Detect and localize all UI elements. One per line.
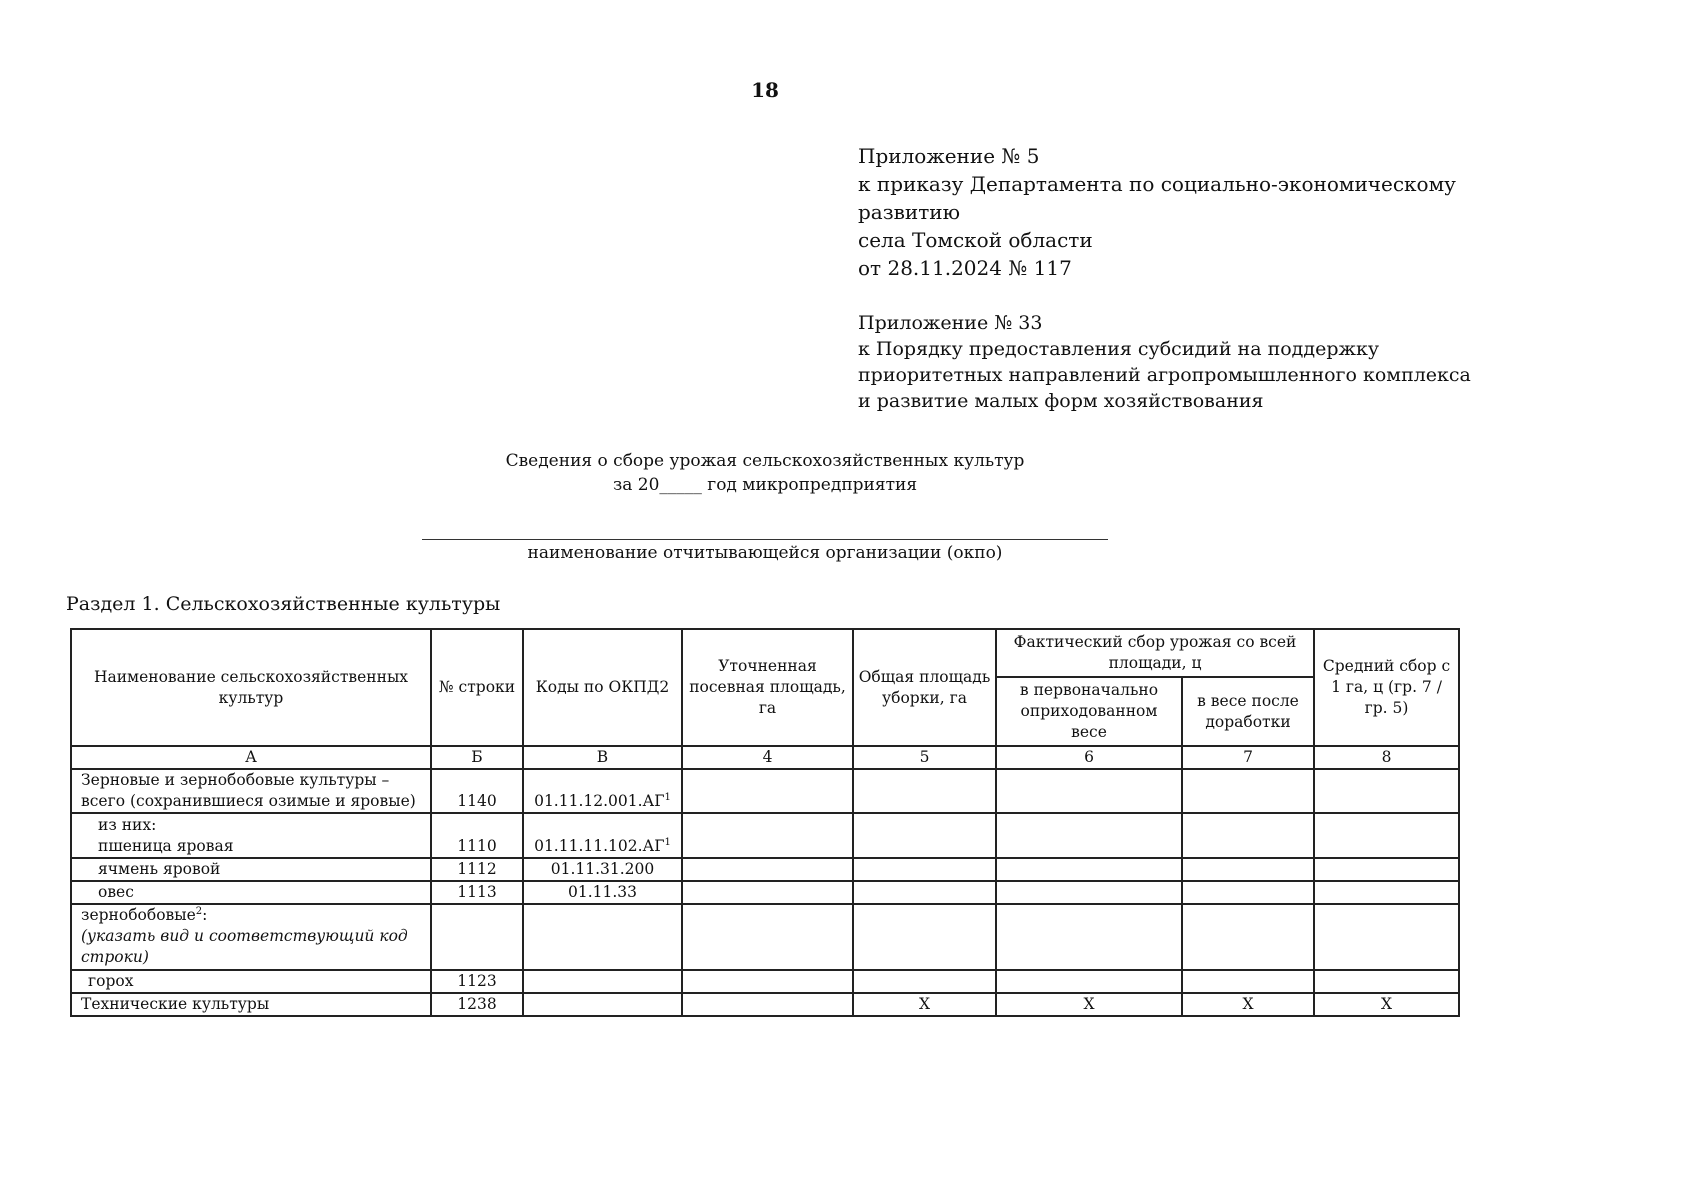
sown-area-cell[interactable] <box>682 993 853 1016</box>
okpd2-code-cell: 01.11.33 <box>523 881 682 904</box>
initial-weight-cell[interactable] <box>996 904 1182 970</box>
average-yield-cell[interactable] <box>1314 881 1459 904</box>
harvest-area-cell[interactable] <box>853 813 996 858</box>
header-crop-name: Наименование сельскохозяйственных культур <box>71 629 431 746</box>
sown-area-cell[interactable] <box>682 904 853 970</box>
table-row <box>71 993 1459 1016</box>
sown-area-cell[interactable] <box>682 769 853 813</box>
harvest-table <box>70 628 1460 1017</box>
appendix-line: села Томской области <box>858 228 1093 252</box>
average-yield-cell[interactable] <box>1314 813 1459 858</box>
harvest-area-cell[interactable] <box>853 769 996 813</box>
average-yield-cell: X <box>1314 993 1459 1016</box>
row-number-cell: 1113 <box>431 881 523 904</box>
table-row <box>71 813 1459 858</box>
sown-area-cell[interactable] <box>682 881 853 904</box>
harvest-area-cell[interactable] <box>853 904 996 970</box>
average-yield-cell[interactable] <box>1314 858 1459 881</box>
after-processing-cell[interactable] <box>1182 970 1314 993</box>
after-processing-cell[interactable] <box>1182 813 1314 858</box>
row-number-cell <box>431 904 523 970</box>
average-yield-cell[interactable] <box>1314 970 1459 993</box>
appendix-line: приоритетных направлений агропромышленного комплекса <box>858 364 1471 386</box>
table-row <box>71 904 1459 970</box>
after-processing-cell: X <box>1182 993 1314 1016</box>
okpd2-code-cell <box>523 769 682 813</box>
okpd2-code-cell <box>523 813 682 858</box>
average-yield-cell[interactable] <box>1314 769 1459 813</box>
column-label: В <box>523 746 682 769</box>
title-line-2: за 20_____ год микропредприятия <box>612 475 918 495</box>
table-row <box>71 769 1459 813</box>
page-number: 18 <box>751 78 779 102</box>
appendix-line: к приказу Департамента по социально-экономическому <box>858 172 1456 196</box>
row-number-cell: 1112 <box>431 858 523 881</box>
appendix-line: и развитие малых форм хозяйствования <box>858 390 1264 412</box>
harvest-area-cell[interactable] <box>853 970 996 993</box>
after-processing-cell[interactable] <box>1182 858 1314 881</box>
header-sown-area: Уточненная посевная площадь, га <box>682 629 853 746</box>
row-number-cell: 1140 <box>431 769 523 813</box>
org-name-caption: наименование отчитывающейся организации (окпо) <box>527 543 1003 563</box>
table-row <box>71 970 1459 993</box>
crop-name: зернобобовые <box>81 906 196 924</box>
row-number-cell: 1110 <box>431 813 523 858</box>
appendix-5-header <box>858 142 1456 282</box>
appendix-line: Приложение № 5 <box>858 144 1040 168</box>
row-number-cell: 1238 <box>431 993 523 1016</box>
okpd2-code: 01.11.12.001.АГ <box>534 792 665 810</box>
appendix-33-header <box>858 310 1471 414</box>
column-label: 6 <box>996 746 1182 769</box>
header-okpd2-codes: Коды по ОКПД2 <box>523 629 682 746</box>
after-processing-cell[interactable] <box>1182 881 1314 904</box>
appendix-line: к Порядку предоставления субсидий на поддержку <box>858 338 1380 360</box>
okpd2-code-cell <box>523 970 682 993</box>
okpd2-code: 01.11.11.102.АГ <box>534 837 665 855</box>
initial-weight-cell[interactable] <box>996 970 1182 993</box>
footnote-mark: 1 <box>664 836 671 848</box>
crop-name-line: пшеница яровая <box>98 837 234 855</box>
header-initial-weight: в первоначально оприходованном весе <box>996 677 1182 746</box>
org-name-underline <box>422 539 1108 540</box>
initial-weight-cell[interactable] <box>996 858 1182 881</box>
column-label: 8 <box>1314 746 1459 769</box>
section-title: Раздел 1. Сельскохозяйственные культуры <box>66 593 501 615</box>
column-label: 7 <box>1182 746 1314 769</box>
okpd2-code-cell: 01.11.31.200 <box>523 858 682 881</box>
after-processing-cell[interactable] <box>1182 769 1314 813</box>
table-row <box>71 881 1459 904</box>
appendix-line: Приложение № 33 <box>858 312 1043 334</box>
footnote-mark: 2 <box>195 905 203 917</box>
footnote-mark: 1 <box>664 791 671 803</box>
crop-name-cell <box>71 769 431 813</box>
document-title <box>0 449 1530 497</box>
header-after-processing: в весе после доработки <box>1182 677 1314 746</box>
crop-name-cell: Технические культуры <box>71 993 431 1016</box>
crop-name-cell <box>71 813 431 858</box>
harvest-area-cell[interactable] <box>853 881 996 904</box>
crop-name-suffix: : <box>202 906 208 924</box>
column-label: Б <box>431 746 523 769</box>
appendix-line: от 28.11.2024 № 117 <box>858 256 1072 280</box>
okpd2-code-cell <box>523 993 682 1016</box>
crop-name-line: Зерновые и зернобобовые культуры – <box>81 771 390 789</box>
sown-area-cell[interactable] <box>682 813 853 858</box>
header-average-yield: Средний сбор с 1 га, ц (гр. 7 / гр. 5) <box>1314 629 1459 746</box>
column-label: 5 <box>853 746 996 769</box>
crop-name-cell <box>71 904 431 970</box>
crop-note: (указать вид и соответствующий код строки) <box>81 927 408 966</box>
crop-name-cell: горох <box>71 970 431 993</box>
initial-weight-cell: X <box>996 993 1182 1016</box>
appendix-line: развитию <box>858 200 961 224</box>
header-harvest-area: Общая площадь уборки, га <box>853 629 996 746</box>
title-line-1: Сведения о сборе урожая сельскохозяйственных культур <box>505 451 1025 471</box>
crop-name-line: из них: <box>98 816 157 834</box>
table-row <box>71 858 1459 881</box>
harvest-area-cell[interactable] <box>853 858 996 881</box>
header-row-number: № строки <box>431 629 523 746</box>
column-label: 4 <box>682 746 853 769</box>
initial-weight-cell[interactable] <box>996 881 1182 904</box>
crop-name-line: всего (сохранившиеся озимые и яровые) <box>81 792 416 810</box>
after-processing-cell[interactable] <box>1182 904 1314 970</box>
column-label: А <box>71 746 431 769</box>
crop-name-cell: овес <box>71 881 431 904</box>
crop-name-cell: ячмень яровой <box>71 858 431 881</box>
initial-weight-cell[interactable] <box>996 769 1182 813</box>
okpd2-code-cell <box>523 904 682 970</box>
header-actual-harvest: Фактический сбор урожая со всей площади, ц <box>996 629 1314 677</box>
initial-weight-cell[interactable] <box>996 813 1182 858</box>
row-number-cell: 1123 <box>431 970 523 993</box>
average-yield-cell[interactable] <box>1314 904 1459 970</box>
harvest-area-cell: X <box>853 993 996 1016</box>
sown-area-cell[interactable] <box>682 858 853 881</box>
sown-area-cell[interactable] <box>682 970 853 993</box>
